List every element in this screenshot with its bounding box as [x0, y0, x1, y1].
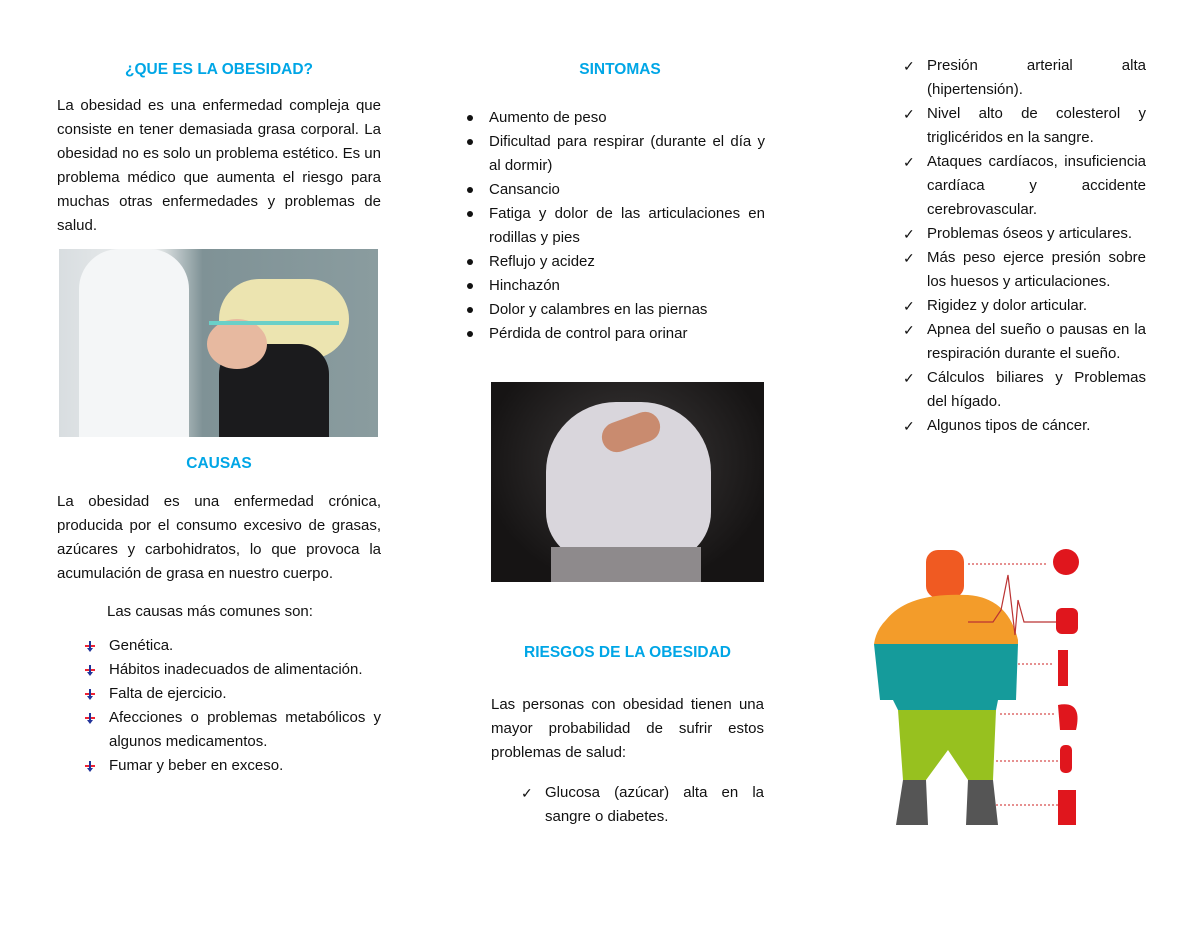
arrow-down-bullet-icon	[85, 689, 95, 700]
list-item: ✓ Nivel alto de colesterol y triglicéridos en la sangre.	[903, 102, 1146, 150]
column-risks-continued	[903, 54, 1146, 438]
list-item: ✓ Glucosa (azúcar) alta en la sangre o diabetes.	[521, 781, 764, 829]
list-item: ✓ Ataques cardíacos, insuficiencia cardíaca y accidente cerebrovascular.	[903, 150, 1146, 222]
list-item: ✓ Apnea del sueño o pausas en la respiración durante el sueño.	[903, 318, 1146, 366]
risks-list	[903, 54, 1146, 438]
heading-risks: RIESGOS DE LA OBESIDAD	[524, 644, 731, 661]
arrow-down-bullet-icon	[85, 713, 95, 724]
list-item: ✓ Algunos tipos de cáncer.	[903, 414, 1146, 438]
column-risks	[491, 641, 764, 829]
arrow-down-bullet-icon	[85, 641, 95, 652]
causes-subtitle: Las causas más comunes son:	[107, 603, 313, 620]
list-item: ✓ Más peso ejerce presión sobre los huesos y articulaciones.	[903, 246, 1146, 294]
heading-causes: CAUSAS	[186, 455, 252, 472]
heading-symptoms: SINTOMAS	[579, 61, 661, 78]
photo-doctor-measuring-waist	[59, 249, 378, 437]
intro-paragraph: La obesidad es una enfermedad compleja que consiste en tener demasiada grasa corporal. La obesidad no es solo un problema estético. Es un problema médico que aumenta el riesgo para muchas otras enfermedades y problemas de salud.	[57, 97, 381, 234]
symptoms-list	[465, 106, 765, 346]
heading-what-is-obesity: ¿QUE ES LA OBESIDAD?	[124, 61, 314, 78]
list-item: ✓ Presión arterial alta (hipertensión).	[903, 54, 1146, 102]
column-causes	[57, 452, 381, 778]
list-item: Genética.	[85, 634, 381, 658]
causes-list	[57, 634, 381, 778]
list-item: ✓ Rigidez y dolor articular.	[903, 294, 1146, 318]
list-item: Dificultad para respirar (durante el día y al dormir)	[465, 130, 765, 178]
photo-man-chest-pain	[491, 382, 764, 582]
list-item: Pérdida de control para orinar	[465, 322, 765, 346]
list-item: Hábitos inadecuados de alimentación.	[85, 658, 381, 682]
list-item: ✓ Cálculos biliares y Problemas del hígado.	[903, 366, 1146, 414]
list-item: Dolor y calambres en las piernas	[465, 298, 765, 322]
arrow-down-bullet-icon	[85, 761, 95, 772]
arrow-down-bullet-icon	[85, 665, 95, 676]
obesity-risks-infographic	[868, 540, 1088, 830]
list-item: Fumar y beber en exceso.	[85, 754, 381, 778]
list-item: Aumento de peso	[465, 106, 765, 130]
list-item: Afecciones o problemas metabólicos y algunos medicamentos.	[85, 706, 381, 754]
column-symptoms	[465, 58, 765, 346]
column-what-is-obesity	[57, 58, 381, 238]
list-item: Falta de ejercicio.	[85, 682, 381, 706]
list-item: ✓ Problemas óseos y articulares.	[903, 222, 1146, 246]
causes-paragraph: La obesidad es una enfermedad crónica, producida por el consumo excesivo de grasas, azúcares y carbohidratos, lo que provoca la acumulación de grasa en nuestro cuerpo.	[57, 493, 381, 582]
list-item: Reflujo y acidez	[465, 250, 765, 274]
list-item: Cansancio	[465, 178, 765, 202]
list-item: Hinchazón	[465, 274, 765, 298]
risks-list-start	[491, 781, 764, 829]
list-item: Fatiga y dolor de las articulaciones en rodillas y pies	[465, 202, 765, 250]
risks-intro: Las personas con obesidad tienen una mayor probabilidad de sufrir estos problemas de salud:	[491, 696, 764, 761]
